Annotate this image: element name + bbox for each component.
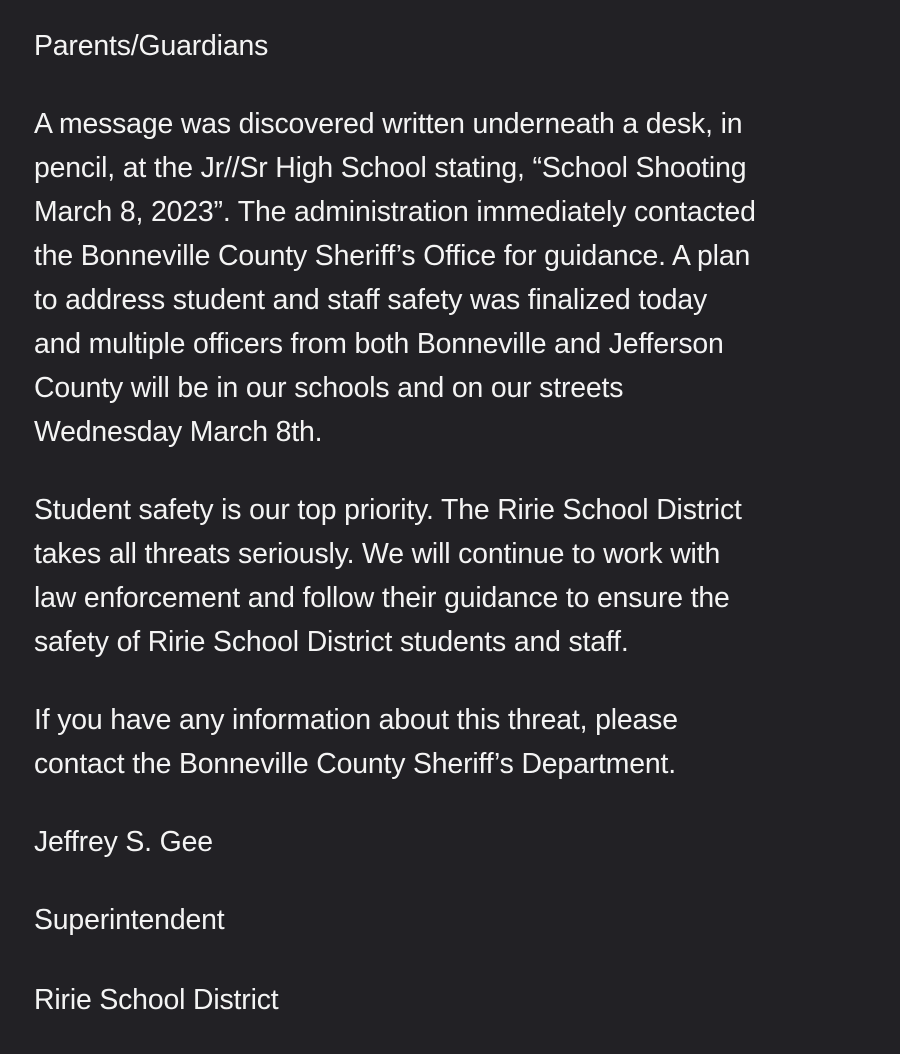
message-paragraph-1: A message was discovered written underneath a desk, in pencil, at the Jr//Sr High School stating, “School Shooting March 8, 2023”. The administration immediately contacted the Bonneville County Sheriff’s Office for guidance. A plan to address student and staff safety was finalized today and multiple officers from both Bonneville and Jefferson County will be in our schools and on our streets Wednesday March 8th.	[34, 108, 756, 448]
signer-name: Jeffrey S. Gee	[34, 826, 213, 858]
message-paragraph-3: If you have any information about this threat, please contact the Bonneville County Sheriff’s Department.	[34, 704, 678, 780]
greeting: Parents/Guardians	[34, 30, 269, 62]
organization-name: Ririe School District	[34, 984, 279, 1016]
signer-title: Superintendent	[34, 904, 225, 936]
message-paragraph-2: Student safety is our top priority. The Ririe School District takes all threats seriously. We will continue to work with law enforcement and follow their guidance to ensure the safety of Ririe School District students and staff.	[34, 494, 742, 658]
